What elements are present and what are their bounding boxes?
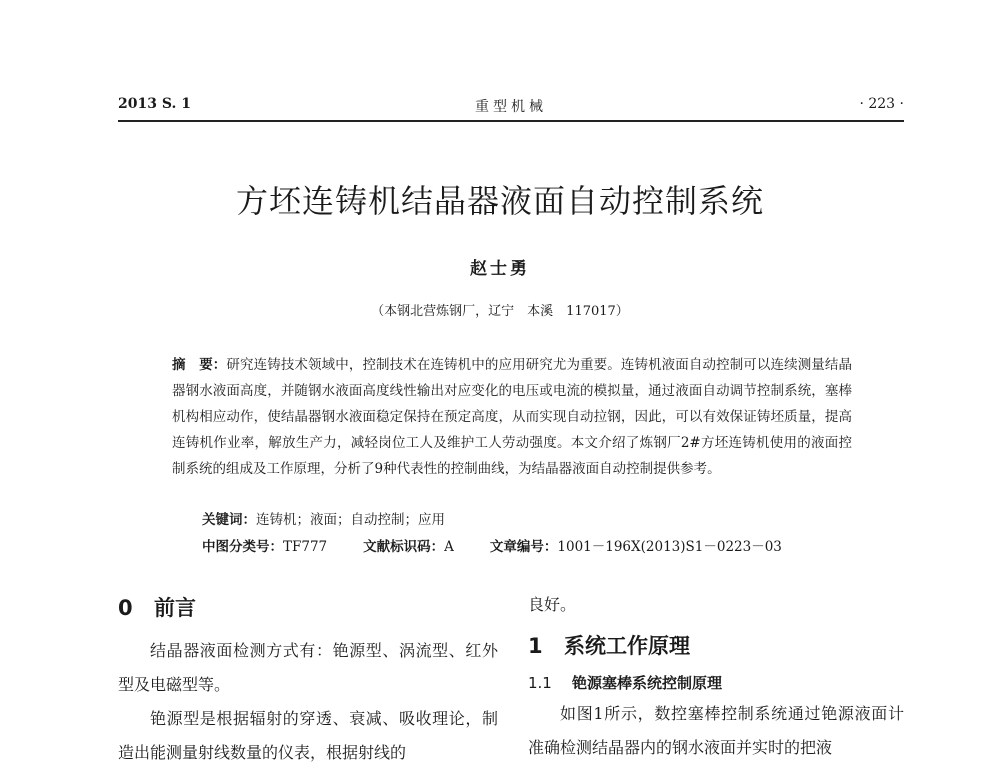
page-number: · 223 · [859,96,904,112]
subsection-heading [528,672,904,693]
left-column [118,592,498,770]
section-heading-1 [528,630,904,660]
journal-issue: 2013 S. 1 [118,96,191,112]
keywords [202,508,445,528]
doc-code-value: A [444,539,454,555]
article-no-label: 文章编号： [489,539,558,555]
keywords-text: 连铸机；液面；自动控制；应用 [256,512,445,528]
abstract-text: 研究连铸技术领域中，控制技术在连铸机中的应用研究尤为重要。连铸机液面自动控制可以连续测量结晶器钢水液面高度，并随钢水液面高度线性输出对应变化的电压或电流的模拟量，通过液面自动调节控制系统，塞棒机构相应动作，使结晶器钢水液面稳定保持在预定高度，从而实现自动拉钢，因此，可以有效保证铸坯质量，提高连铸机作业率，解放生产力，减轻岗位工人及维护工人劳动强度。本文介绍了炼钢厂2#方坯连铸机使用的液面控制系统的组成及工作原理，分析了9种代表性的控制曲线，为结晶器液面自动控制提供参考。 [172,357,853,477]
paper-title: 方坯连铸机结晶器液面自动控制系统 [235,182,764,220]
clc-label: 中图分类号： [202,539,283,555]
section-number: 0 [118,596,133,620]
body-paragraph: 铯源型是根据辐射的穿透、衰减、吸收理论，制造出能测量射线数量的仪表，根据射线的 [118,709,498,762]
subsection-number: 1.1 [528,674,552,692]
body-paragraph-continued: 良好。 [528,595,577,614]
body-paragraph: 结晶器液面检测方式有：铯源型、涡流型、红外型及电磁型等。 [118,641,498,694]
doc-code-label: 文献标识码： [363,539,445,555]
right-column [528,588,904,765]
clc-value: TF777 [283,539,328,555]
abstract [172,352,852,482]
author-name: 赵士勇 [470,259,530,279]
abstract-label: 摘 要： [172,357,227,373]
author-affiliation: （本钢北营炼钢厂，辽宁 本溪 117017） [371,304,629,319]
classification-line [202,535,782,555]
subsection-title: 铯源塞棒系统控制原理 [572,674,723,692]
body-paragraph: 如图1所示，数控塞棒控制系统通过铯源液面计准确检测结晶器内的钢水液面并实时的把液 [528,704,904,757]
section-heading-0 [118,592,498,622]
section-number: 1 [528,634,543,658]
running-header [118,96,904,122]
keywords-label: 关键词： [202,512,256,528]
article-no-value: 1001－196X(2013)S1－0223－03 [557,539,782,555]
section-title: 前言 [154,596,196,620]
section-title: 系统工作原理 [564,634,690,658]
journal-name: 重型机械 [475,99,547,115]
